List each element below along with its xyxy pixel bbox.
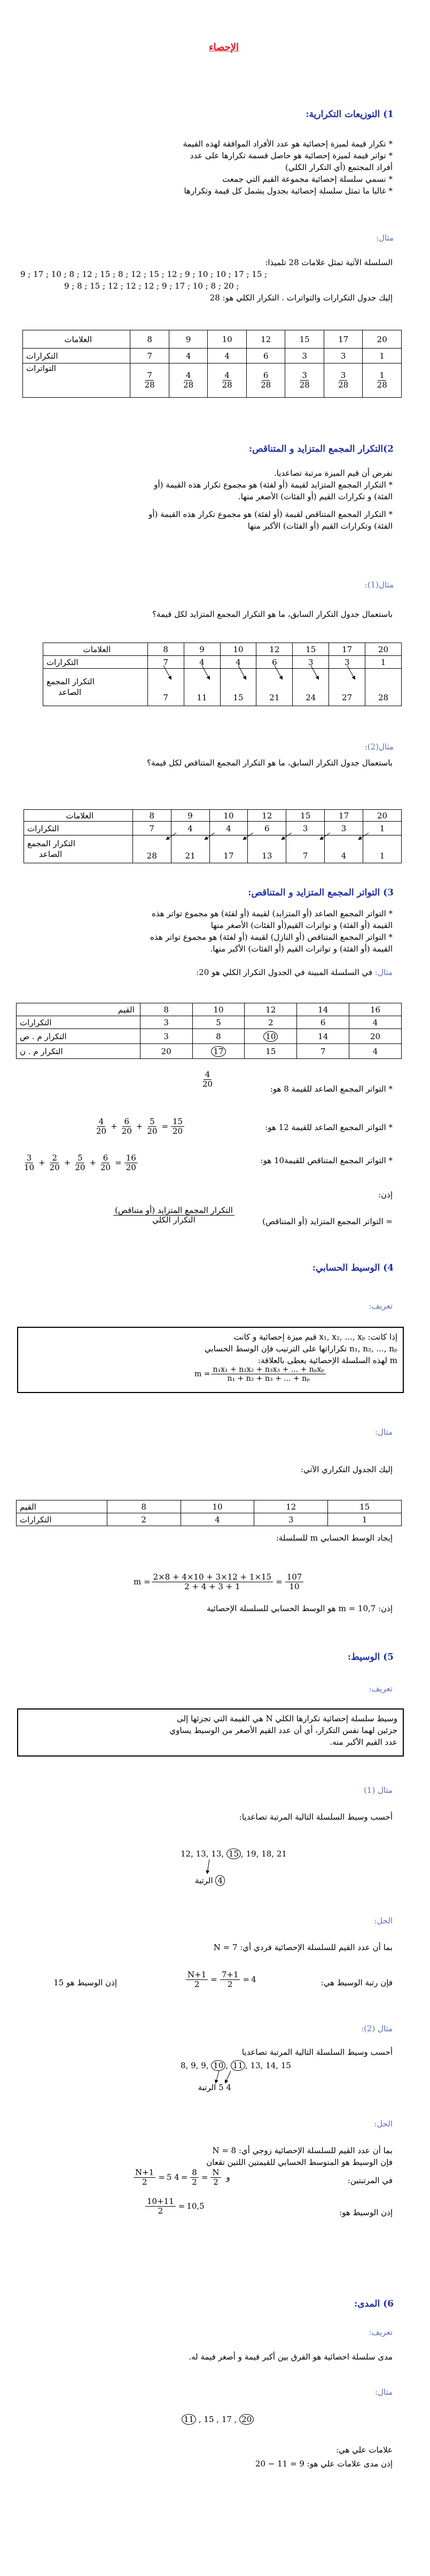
- s3-formula-lhs: = التواتر المجمع المتزايد (أو المتناقص): [262, 1217, 393, 1226]
- freq-cell: [363, 363, 402, 398]
- row-label: العلامات: [23, 330, 130, 349]
- count-cell: 2: [245, 1016, 297, 1029]
- cumulative-counts-table: [16, 1003, 402, 1059]
- numerator: 5: [148, 1117, 157, 1127]
- count-cell: 3: [286, 822, 325, 836]
- value-cell: 12: [245, 1003, 297, 1016]
- s2-example-2-text: باستعمال جدول التكرار السابق، ما هو التكرار المجمع المتناقص لكل قيمة؟: [146, 758, 393, 768]
- result-value: 10,5: [186, 2201, 205, 2211]
- s4-calc: [134, 1573, 304, 1592]
- formula-numerator: التكرار المجمع المتزايد (أو متناقص): [113, 1206, 234, 1216]
- s3-p1b: القيمة (أو الفئة) و تواترات القيم(أو الفئات) الأصغر منها: [210, 920, 393, 930]
- value-cell: 15: [285, 330, 324, 349]
- page-title: الإحصاء: [209, 42, 239, 53]
- count-cell: 3: [254, 1513, 328, 1526]
- value-cell: 9: [184, 643, 220, 656]
- cumulative-cell: 17: [209, 836, 248, 863]
- value-cell: 9: [169, 330, 208, 349]
- rank-number: 4: [226, 2083, 231, 2092]
- s5-series-2: 8, 9, 9, 10 , 11 , 13, 14, 15: [181, 2061, 291, 2070]
- freq-denominator: 28: [222, 380, 232, 390]
- mean-definition-box: [17, 1327, 404, 1393]
- mean-table: [16, 1500, 402, 1526]
- s3-example-text: [196, 968, 393, 977]
- s1-example-label: مثال:: [376, 233, 394, 243]
- count-cell: 2: [107, 1513, 181, 1526]
- count-cell: 3: [324, 349, 363, 363]
- row-label: التكرارات: [24, 822, 133, 836]
- rank-number: 5: [218, 2083, 224, 2092]
- freq-cell: [169, 363, 208, 398]
- formula-denominator: n₁ + n₂ + n₃ + ... + nₚ: [227, 1374, 310, 1383]
- max-value: 20: [239, 2414, 254, 2425]
- calc-lhs: m =: [134, 1576, 151, 1587]
- row-label: التواترات: [23, 363, 130, 398]
- inc-cell: 14: [297, 1029, 349, 1044]
- arrow: [216, 2071, 219, 2083]
- s1-bullet-2-cont: أفراد المجتمع (أي التكرار الكلي): [285, 163, 393, 172]
- denominator: 20: [49, 1163, 60, 1173]
- series-value: 15: [280, 2061, 291, 2070]
- freq-cell: [285, 363, 324, 398]
- row-label-line-2: الصاعد: [39, 849, 62, 859]
- value-cell: 17: [325, 810, 363, 822]
- s5-def-line-1: وسيط سلسلة إحصائية تكرارها الكلي N هي القيمة التي تجزئها إلى: [177, 1714, 397, 1723]
- numerator: 6: [122, 1117, 131, 1127]
- count-cell: 1: [365, 656, 402, 669]
- dec-cell: 4: [349, 1044, 402, 1059]
- row-label-line-2: الصاعد: [58, 687, 82, 697]
- inc-cell: 8: [192, 1029, 245, 1044]
- count-cell: 4: [169, 349, 208, 363]
- cumulative-cell: 21: [171, 836, 209, 863]
- s5-sol2-d: إذن الوسيط هو:: [339, 2208, 393, 2217]
- freq-numerator: 1: [378, 371, 386, 381]
- arrow: [225, 2071, 231, 2083]
- numerator: N: [210, 2168, 221, 2178]
- s3-example-label: مثال:: [374, 968, 393, 977]
- s6-range: إذن مدى علامات علي هو: 9 = 11 − 20: [255, 2459, 393, 2469]
- denominator: 20: [147, 1126, 158, 1136]
- value-cell: 10: [220, 643, 256, 656]
- cumulative-decreasing-table: [24, 809, 402, 863]
- value-cell: 8: [140, 1003, 192, 1016]
- s5-solution-1-label: الحل:: [374, 1916, 393, 1925]
- dec-cell: [192, 1044, 245, 1059]
- value-cell: 12: [248, 810, 286, 822]
- s4-result: إذن: m = 10,7 هو الوسط الحسابي للسلسلة الإحصائية: [207, 1604, 393, 1613]
- cumulative-cell: 4: [325, 836, 363, 863]
- rank-label: الرتبة: [198, 2083, 216, 2092]
- s3-expr-3: $\frac{3}{10}$ + $\frac{2}{20}$ + $\frac{5}{20}$ + $\frac{6}{20}$ = $\frac{16}{20}$: [21, 1154, 139, 1173]
- s4-example-label: مثال:: [374, 1427, 393, 1437]
- formula-numerator: n₁x₁ + n₂x₂ + n₃x₃ + ... + nₚxₚ: [211, 1365, 325, 1374]
- freq-numerator: 4: [184, 371, 193, 381]
- s3-formula: [112, 1206, 236, 1225]
- row-label-line-1: التكرار المجمع: [27, 839, 75, 848]
- denominator: 20: [202, 1079, 213, 1089]
- s1-bullet-2: * تواتر قيمة لميزة إحصائية هو حاصل قسمة تكرارها على عدد: [190, 151, 393, 160]
- denominator: 10: [24, 1163, 35, 1173]
- cumulative-cell: 13: [248, 836, 286, 863]
- s4-def-line-3: m لهذه السلسلة الإحصائية يعطى بالعلاقة:: [257, 1356, 397, 1365]
- cumulative-cell: 11: [184, 669, 220, 706]
- count-cell: 5: [192, 1016, 245, 1029]
- row-label: [24, 836, 133, 863]
- value-cell: 17: [324, 330, 363, 349]
- dec-cell: 7: [297, 1044, 349, 1059]
- numerator: 6: [101, 1154, 110, 1163]
- s4-example-text: إليك الجدول التكراري الآتي:: [300, 1465, 393, 1474]
- count-cell: 4: [181, 1513, 254, 1526]
- cumulative-cell: 28: [365, 669, 402, 706]
- result-value: 5: [166, 2172, 172, 2182]
- s1-series-line-2: 9 ; 8 ; 15 ; 12 ; 12 ; 12 ; 9 ; 17 ; 10 ; 8 ; 20 ;: [64, 281, 239, 291]
- s5-sol2-expr: $\frac{N+1}{2}$ = 5 و $\frac{N}{2}$ = $\frac{8}{2}$ =4: [132, 2168, 232, 2187]
- s6-definition-text: مدى سلسلة احصائية هو الفرق بين أكبر قيمة و أصغر قيمة له.: [189, 2352, 393, 2362]
- section-4-heading: 4) الوسيط الحسابي:: [312, 1263, 394, 1273]
- denominator: 2: [194, 1979, 200, 1990]
- s3-p1a: * التواتر المجمع الصاعد (أو المتزايد) لقيمة (أو لفئة) هو مجموع تواتر هذه: [152, 909, 393, 918]
- row-label: العلامات: [24, 810, 133, 822]
- denominator: 2: [213, 2177, 218, 2187]
- freq-denominator: 28: [299, 380, 310, 390]
- formula-denominator: التكرار الكلي: [152, 1215, 196, 1225]
- value-cell: 10: [192, 1003, 245, 1016]
- denominator: 20: [96, 1126, 107, 1136]
- series-value: 8: [181, 2061, 186, 2070]
- count-cell: 4: [184, 656, 220, 669]
- s1-bullet-1: * تكرار قيمة لميزة إحصائية هو عدد الأفراد الموافقة لهذه القيمة: [183, 139, 393, 149]
- numerator: 5: [76, 1154, 84, 1163]
- numerator: 7+1: [220, 1970, 240, 1980]
- s5-sol2-final: $\frac{10+11}{2}$ = 10,5: [144, 2197, 205, 2216]
- circled-value: 10: [263, 1031, 278, 1042]
- s2-example-2-label: مثال(2):: [364, 742, 394, 752]
- calc-numerator: 2×8 + 4×10 + 3×12 + 1×15: [152, 1573, 273, 1582]
- value-cell: 8: [147, 643, 184, 656]
- row-label: [43, 669, 148, 706]
- numerator: 4: [97, 1117, 106, 1127]
- row-label: التكرارات: [43, 656, 148, 669]
- s5-rank-2: [198, 2083, 231, 2092]
- denominator: 20: [121, 1126, 132, 1136]
- s5-example-2-text: أحسب وسيط السلسلة التالية المرتبة تصاعديا: [241, 2047, 393, 2057]
- value-cell: 10: [181, 1500, 254, 1513]
- count-cell: 3: [329, 656, 365, 669]
- section-2-heading: 2)التكرار المجمع المتزايد و المتناقص:: [248, 444, 394, 454]
- s4-def-formula: [194, 1365, 327, 1383]
- count-cell: 4: [349, 1016, 402, 1029]
- numerator: 4: [204, 1070, 212, 1080]
- denominator: 2: [158, 2206, 163, 2216]
- s1-intro: السلسلة الآتية تمثل علامات 28 تلميذا:: [265, 258, 393, 267]
- series-value: 9: [191, 2061, 196, 2070]
- freq-numerator: 6: [262, 371, 270, 381]
- numerator: 15: [171, 1117, 184, 1127]
- s5-sol1-line: بما أن عدد القيم للسلسلة الإحصائية فردي أي: N = 7: [213, 1943, 393, 1952]
- count-cell: 4: [171, 822, 209, 836]
- freq-numerator: 3: [300, 371, 309, 381]
- cumulative-increasing-table: [43, 643, 402, 706]
- cumulative-cell: 7: [286, 836, 325, 863]
- value-cell: 12: [254, 1500, 328, 1513]
- min-value: 11: [182, 2414, 196, 2425]
- s3-then: إذن:: [378, 1190, 393, 1200]
- numerator: 8: [190, 2168, 199, 2178]
- equals-sign: =: [276, 1576, 283, 1587]
- section-5-heading: 5) الوسيط:: [347, 1652, 394, 1662]
- series-value: 13: [250, 2061, 261, 2070]
- s5-example-1-label: مثال (1): [363, 1785, 393, 1795]
- row-label: التكرار م . ص: [17, 1029, 140, 1044]
- arrow: [207, 1859, 209, 1873]
- s2-p1: نفرض أن قيم الميزة مرتبة تصاعديا.: [273, 468, 393, 478]
- cumulative-cell: 27: [329, 669, 365, 706]
- value-cell: 10: [209, 810, 248, 822]
- s3-p2b: القيمة (أو الفئة) و تواترات القيم (أو الفئات) الأكبر منها.: [210, 944, 393, 954]
- s2-p3b: الفئة) وتكرارات القيم (أو الفئات) الأكبر منها: [247, 521, 393, 531]
- value-cell: 15: [293, 643, 329, 656]
- s4-def-line-1: إذا كانت: x₁, x₂, ..., xₚ قيم ميزة إحصائية و كانت: [233, 1332, 397, 1342]
- series-value: 13: [196, 1849, 206, 1859]
- cumulative-cell: 28: [132, 836, 171, 863]
- freq-denominator: 28: [261, 380, 271, 390]
- s1-table-intro: إليك جدول التكرارات والتواترات . التكرار الكلي هو: 28: [209, 293, 393, 303]
- numerator: 10+11: [145, 2197, 176, 2207]
- median-value: 15: [226, 1848, 241, 1859]
- value-cell: 20: [365, 643, 402, 656]
- s4-find: إيجاد الوسط الحسابي m للسلسلة:: [276, 1533, 393, 1543]
- s6-definition-label: تعريف:: [369, 2327, 393, 2337]
- s6-marks: علامات علي هي:: [335, 2445, 393, 2455]
- freq-numerator: 7: [145, 371, 154, 381]
- s5-solution-2-label: الحل:: [374, 2119, 393, 2129]
- circled-value: 17: [211, 1046, 225, 1057]
- freq-denominator: 28: [338, 380, 349, 390]
- cumulative-cell: 21: [256, 669, 293, 706]
- s6-example-label: مثال:: [374, 2387, 393, 2397]
- inc-cell: 20: [349, 1029, 402, 1044]
- numerator: 2: [50, 1154, 59, 1163]
- s5-sol2-b: فإن الوسيط هو المتوسط الحسابي للقيمتين اللتين تقعان: [206, 2157, 393, 2167]
- section-3-heading: 3) التواتر المجمع المتزايد و المتناقص:: [248, 887, 394, 898]
- cumulative-cell: 24: [293, 669, 329, 706]
- freq-numerator: 4: [223, 371, 231, 381]
- freq-cell: [246, 363, 285, 398]
- rank-label: الرتبة: [194, 1876, 213, 1885]
- s3-line-3: * التواتر المجمع المتناقص للقيمة10 هو:: [260, 1156, 393, 1165]
- value-cell: 12: [246, 330, 285, 349]
- numerator: 16: [124, 1154, 138, 1163]
- count-cell: 1: [363, 822, 402, 836]
- row-label: القيم: [17, 1003, 140, 1016]
- s5-definition-label: تعريف:: [369, 1684, 393, 1693]
- s2-p3a: * التكرار المجمع المتناقص لقيمة (أو لفئة) هو مجموع تكرار هذه القيمة (أو: [148, 509, 393, 519]
- s5-rank-1: [195, 1875, 225, 1886]
- s2-example-1-text: باستعمال جدول التكرار السابق، ما هو التكرار المجمع المتزايد لكل قيمة؟: [152, 609, 393, 619]
- value-cell: 12: [256, 643, 293, 656]
- row-label: العلامات: [43, 643, 148, 656]
- calc-denominator: 2 + 4 + 3 + 1: [184, 1582, 240, 1592]
- count-cell: 3: [140, 1016, 192, 1029]
- frequency-table: [22, 330, 402, 398]
- s5-def-line-2: جزئين لهما نفس التكرار، أي أن عدد القيم الأصغر من الوسيط يساوي: [169, 1726, 397, 1735]
- count-cell: 4: [220, 656, 256, 669]
- value-cell: 16: [349, 1003, 402, 1016]
- s2-p2a: * التكرار المجمع المتزايد لقيمة (أو لفئة) هو مجموع تكرار هذه القيمة (أو: [154, 480, 393, 490]
- formula-lhs: m =: [194, 1370, 210, 1379]
- s5-sol1-expr: $\frac{N+1}{2}$ = $\frac{7+1}{2}$ = 4: [185, 1970, 256, 1990]
- cumulative-cell: 1: [363, 836, 402, 863]
- result-numerator: 107: [285, 1573, 304, 1582]
- value-cell: 15: [286, 810, 325, 822]
- count-cell: 4: [209, 822, 248, 836]
- dec-cell: 15: [245, 1044, 297, 1059]
- cumulative-cell: 15: [220, 669, 256, 706]
- s1-series-line-1: 9 ; 17 ; 10 ; 8 ; 12 ; 15 ; 8 ; 12 ; 15 ; 12 ; 9 ; 10 ; 10 ; 17 ; 15 ;: [20, 269, 268, 279]
- series-value: 21: [276, 1849, 287, 1859]
- freq-cell: [324, 363, 363, 398]
- value-cell: 10: [208, 330, 247, 349]
- freq-cell: [130, 363, 169, 398]
- denominator: 20: [75, 1163, 85, 1173]
- s3-example-desc: في السلسلة المبينة في الجدول التكرار الكلي هو 20:: [196, 968, 373, 977]
- value-cell: 9: [171, 810, 209, 822]
- value-cell: 8: [130, 330, 169, 349]
- s2-p2b: الفئة) و تكرارات القيم (أو الفئات) الأصغر منها.: [238, 492, 393, 501]
- denominator: 2: [227, 1979, 233, 1990]
- numerator: N+1: [186, 1970, 208, 1980]
- series-value: 13: [211, 1849, 222, 1859]
- s5-def-line-3: عدد القيم الأكبر منه.: [330, 1737, 397, 1747]
- row-label: القيم: [17, 1500, 107, 1513]
- count-cell: 1: [363, 349, 402, 363]
- denominator: 20: [100, 1163, 111, 1173]
- count-cell: 6: [297, 1016, 349, 1029]
- median-definition-box: [17, 1708, 404, 1757]
- s4-def-line-2: n₁, n₂, ..., nₚ تكراراتها على الترتيب فإن الوسط الحسابي: [205, 1344, 397, 1353]
- series-value: 19: [246, 1849, 256, 1859]
- value-cell: 20: [363, 810, 402, 822]
- s3-expr-2: $\frac{4}{20}$ + $\frac{6}{20}$ + $\frac{5}{20}$ = $\frac{15}{20}$: [93, 1117, 185, 1136]
- count-cell: 7: [132, 822, 171, 836]
- freq-denominator: 28: [144, 380, 155, 390]
- s3-frac-1: [200, 1070, 215, 1089]
- inc-cell: [245, 1029, 297, 1044]
- median-value: 10: [211, 2060, 225, 2071]
- value-cell: 8: [132, 810, 171, 822]
- value-cell: 17: [329, 643, 365, 656]
- count-cell: 3: [325, 822, 363, 836]
- denominator: 2: [142, 2177, 147, 2187]
- s5-sol1-end: إذن الوسيط هو 15: [53, 1978, 117, 1987]
- s5-sol2-a: بما أن عدد القيم للسلسلة الإحصائية زوجي أي: N = 8: [212, 2146, 393, 2155]
- result-denominator: 10: [289, 1582, 300, 1592]
- row-label: التكرارات: [17, 1513, 107, 1526]
- numerator: N+1: [134, 2168, 155, 2178]
- series-value: 17: [221, 2415, 232, 2424]
- section-6-heading: 6) المدى:: [354, 2299, 394, 2309]
- denominator: 2: [192, 2177, 197, 2187]
- freq-denominator: 28: [377, 380, 387, 390]
- s5-sol1-mid: فإن رتبة الوسيط هي:: [320, 1978, 393, 1987]
- median-value: 11: [231, 2060, 245, 2071]
- series-value: 12: [181, 1849, 191, 1859]
- s5-example-2-label: مثال (2):: [361, 2024, 393, 2033]
- row-label: التكرارات: [17, 1016, 140, 1029]
- value-cell: 8: [107, 1500, 181, 1513]
- denominator: 20: [173, 1126, 183, 1136]
- series-value: 15: [204, 2415, 214, 2424]
- s1-bullet-4: * غالبا ما تمثل سلسلة إحصائية بجدول يشمل كل قيمة وتكرارها: [184, 186, 393, 196]
- s4-definition-label: تعريف:: [369, 1301, 393, 1311]
- series-value: 9: [201, 2061, 206, 2070]
- value-cell: 20: [363, 330, 402, 349]
- count-cell: 3: [293, 656, 329, 669]
- row-label: التكرارات: [23, 349, 130, 363]
- count-cell: 7: [147, 656, 184, 669]
- result-value: 4: [174, 2172, 179, 2182]
- series-value: 14: [265, 2061, 276, 2070]
- series-value: 18: [261, 1849, 272, 1859]
- s5-series-1: 12, 13, 13, 15 , 19, 18, 21: [181, 1849, 287, 1859]
- s3-line-1: * التواتر المجمع الصاعد للقيمة 8 هو:: [270, 1084, 393, 1094]
- result-value: 4: [251, 1974, 256, 1984]
- count-cell: 3: [285, 349, 324, 363]
- s1-bullet-3: * نسمي سلسلة إحصائية مجموعة القيم التي جمعت: [222, 174, 393, 184]
- s3-line-2: * التواتر المجمع الصاعد للقيمة 12 هو:: [265, 1123, 393, 1132]
- freq-denominator: 28: [183, 380, 194, 390]
- count-cell: 4: [208, 349, 247, 363]
- count-cell: 7: [130, 349, 169, 363]
- freq-numerator: 3: [339, 371, 348, 381]
- s2-example-1-label: مثال(1):: [364, 580, 394, 590]
- count-cell: 6: [248, 822, 286, 836]
- s5-sol2-c: في المرتبتين:: [347, 2176, 393, 2185]
- s3-p2a: * التواتر المجمع المتناقص (أو النازل) لقيمة (أو لفئة) هو مجموع تواتر هذه: [150, 932, 393, 942]
- section-1-heading: 1) التوزيعات التكرارية:: [306, 109, 394, 120]
- numerator: 3: [25, 1154, 34, 1163]
- freq-cell: [208, 363, 247, 398]
- row-label: التكرار م . ن: [17, 1044, 140, 1059]
- s5-example-1-text: أحسب وسيط السلسلة التالية المرتبة تصاعديا:: [239, 1812, 393, 1822]
- and-word: و: [226, 2172, 230, 2182]
- value-cell: 15: [328, 1500, 402, 1513]
- row-label-line-1: التكرار المجمع: [46, 677, 95, 686]
- inc-cell: 3: [140, 1029, 192, 1044]
- count-cell: 6: [256, 656, 293, 669]
- value-cell: 14: [297, 1003, 349, 1016]
- s6-series: 11 , 15 , 17 , 20: [182, 2414, 254, 2425]
- rank-number: 4: [215, 1875, 225, 1886]
- dec-cell: 20: [140, 1044, 192, 1059]
- count-cell: 6: [246, 349, 285, 363]
- cumulative-cell: 7: [147, 669, 184, 706]
- count-cell: 1: [328, 1513, 402, 1526]
- denominator: 20: [126, 1163, 136, 1173]
